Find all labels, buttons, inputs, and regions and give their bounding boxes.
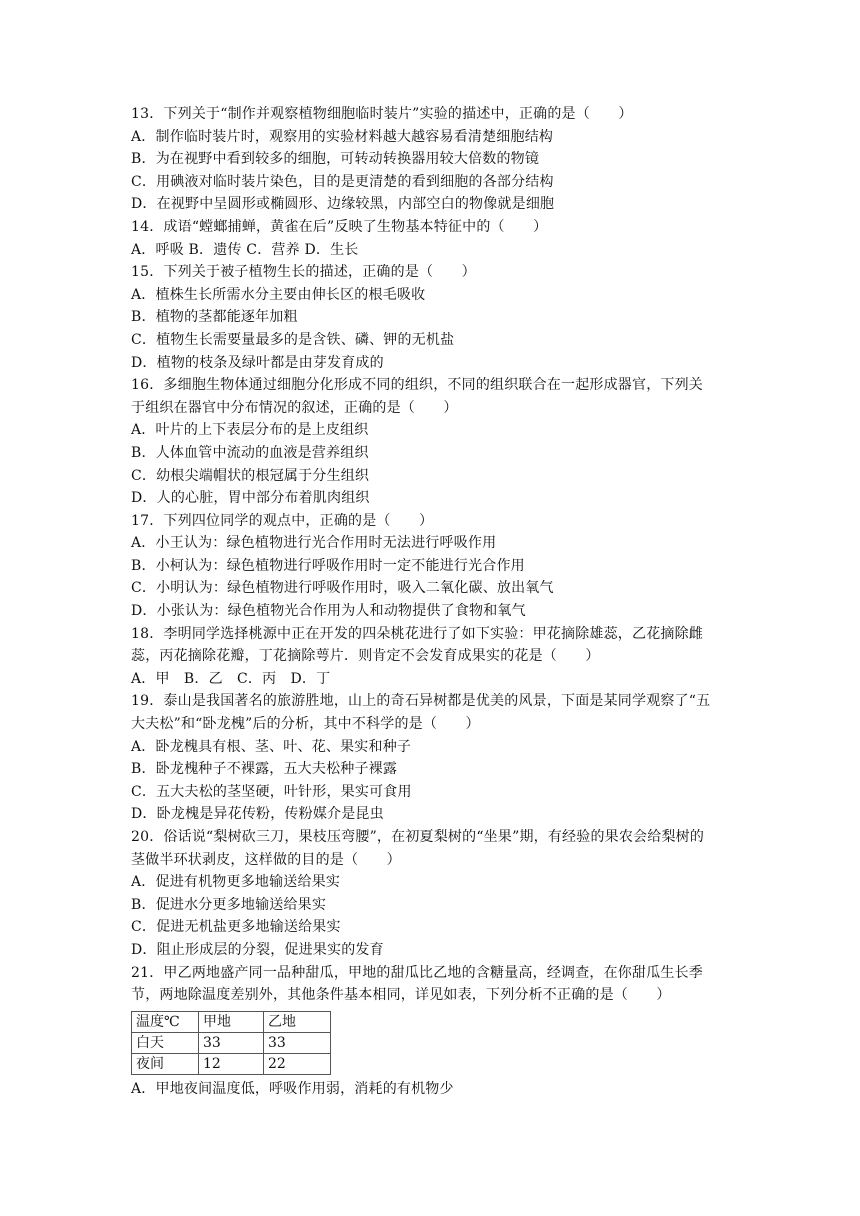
table-cell: 33 xyxy=(199,1032,264,1053)
question-option: A．甲 B．乙 C．丙 D．丁 xyxy=(131,670,331,687)
table-header-row xyxy=(132,1011,331,1032)
question-stem-line: 14．成语“螳螂捕蝉，黄雀在后”反映了生物基本特征中的（ ） xyxy=(131,218,548,235)
question-option: D．人的心脏，胃中部分布着肌肉组织 xyxy=(131,490,370,507)
question-option: A．制作临时装片时，观察用的实验材料越大越容易看清楚细胞结构 xyxy=(131,128,554,145)
question-option: C．促进无机盐更多地输送给果实 xyxy=(131,919,341,936)
question-option: A．植株生长所需水分主要由伸长区的根毛吸收 xyxy=(131,286,426,303)
table-header-cell: 甲地 xyxy=(199,1011,264,1032)
question-block xyxy=(131,374,731,510)
question-option: D．小张认为：绿色植物光合作用为人和动物提供了食物和氧气 xyxy=(131,603,526,620)
question-option: B．植物的茎都能逐年加粗 xyxy=(131,309,298,326)
question-option: B．卧龙槐种子不裸露，五大夫松种子裸露 xyxy=(131,761,398,778)
table-row xyxy=(132,1032,331,1053)
question-option: C．五大夫松的茎坚硬，叶针形，果实可食用 xyxy=(131,783,412,800)
question-block xyxy=(131,216,731,261)
question-block xyxy=(131,826,731,962)
question-block xyxy=(131,623,731,691)
question-option: D．在视野中呈圆形或椭圆形、边缘较黑，内部空白的物像就是细胞 xyxy=(131,196,555,213)
question-option: C．用碘液对临时装片染色，目的是更清楚的看到细胞的各部分结构 xyxy=(131,173,554,190)
question-block xyxy=(131,261,731,374)
question-stem-line: 茎做半环状剥皮，这样做的目的是（ ） xyxy=(131,851,401,868)
question-block xyxy=(131,690,731,826)
question-option: A．甲地夜间温度低，呼吸作用弱，消耗的有机物少 xyxy=(131,1080,454,1097)
table-row xyxy=(132,1053,331,1074)
question-option: D．卧龙槐是异花传粉，传粉媒介是昆虫 xyxy=(131,806,384,823)
question-21 xyxy=(131,962,731,1101)
question-option: B．促进水分更多地输送给果实 xyxy=(131,896,327,913)
question-option: D．植物的枝条及绿叶都是由芽发育成的 xyxy=(131,354,384,371)
question-option: D．阻止形成层的分裂，促进果实的发育 xyxy=(131,941,384,958)
table-cell: 22 xyxy=(264,1053,331,1074)
question-option: C．幼根尖端帽状的根冠属于分生组织 xyxy=(131,467,370,484)
question-stem-line: 19．泰山是我国著名的旅游胜地，山上的奇石异树都是优美的风景，下面是某同学观察了“五 xyxy=(131,693,711,710)
table-cell: 12 xyxy=(199,1053,264,1074)
question-stem-line: 16．多细胞生物体通过细胞分化形成不同的组织，不同的组织联合在一起形成器官，下列关 xyxy=(131,377,704,394)
document-body xyxy=(131,103,731,1100)
question-option: A．卧龙槐具有根、茎、叶、花、果实和种子 xyxy=(131,738,412,755)
question-option: B．小柯认为：绿色植物进行呼吸作用时一定不能进行光合作用 xyxy=(131,557,525,574)
question-option: C．小明认为：绿色植物进行呼吸作用时，吸入二氧化碳、放出氧气 xyxy=(131,580,554,597)
table-cell: 白天 xyxy=(132,1032,199,1053)
question-option: A．促进有机物更多地输送给果实 xyxy=(131,874,341,891)
question-stem-line: 蕊，丙花摘除花瓣，丁花摘除萼片．则肯定不会发育成果实的花是（ ） xyxy=(131,648,600,665)
question-stem-line: 于组织在器官中分布情况的叙述，正确的是（ ） xyxy=(131,399,458,416)
question-stem-line: 20．俗话说“梨树砍三刀，果枝压弯腰”，在初夏梨树的“坐果”期，有经验的果农会给梨树的 xyxy=(131,829,705,845)
question-option: B．为在视野中看到较多的细胞，可转动转换器用较大倍数的物镜 xyxy=(131,151,540,168)
question-stem-line: 节，两地除温度差别外，其他条件基本相同，详见如表，下列分析不正确的是（ ） xyxy=(131,987,671,1004)
table-header-cell: 温度℃ xyxy=(132,1011,199,1032)
table-cell: 夜间 xyxy=(132,1053,199,1074)
question-option: B．人体血管中流动的血液是营养组织 xyxy=(131,444,369,461)
question-stem-line: 15．下列关于被子植物生长的描述，正确的是（ ） xyxy=(131,264,476,281)
question-option: C．植物生长需要量最多的是含铁、磷、钾的无机盐 xyxy=(131,331,455,348)
question-stem-line: 18．李明同学选择桃源中正在开发的四朵桃花进行了如下实验：甲花摘除雄蕊，乙花摘除雌 xyxy=(131,625,704,642)
question-block xyxy=(131,103,731,216)
question-option: A．小王认为：绿色植物进行光合作用时无法进行呼吸作用 xyxy=(131,535,497,552)
question-stem-line: 13．下列关于“制作并观察植物细胞临时装片”实验的描述中，正确的是（ ） xyxy=(131,106,633,122)
temperature-table xyxy=(131,1011,331,1075)
question-list xyxy=(131,103,731,962)
question-option: A．呼吸 B．遗传 C．营养 D．生长 xyxy=(131,241,359,258)
question-option: A．叶片的上下表层分布的是上皮组织 xyxy=(131,422,369,439)
table-header-cell: 乙地 xyxy=(264,1011,331,1032)
question-stem-line: 大夫松”和“卧龙槐”后的分析，其中不科学的是（ ） xyxy=(131,716,480,733)
table-cell: 33 xyxy=(264,1032,331,1053)
question-stem-line: 17．下列四位同学的观点中，正确的是（ ） xyxy=(131,512,434,529)
question-block xyxy=(131,510,731,623)
question-stem-line: 21．甲乙两地盛产同一品种甜瓜，甲地的甜瓜比乙地的含糖量高，经调查，在你甜瓜生长季 xyxy=(131,964,704,981)
